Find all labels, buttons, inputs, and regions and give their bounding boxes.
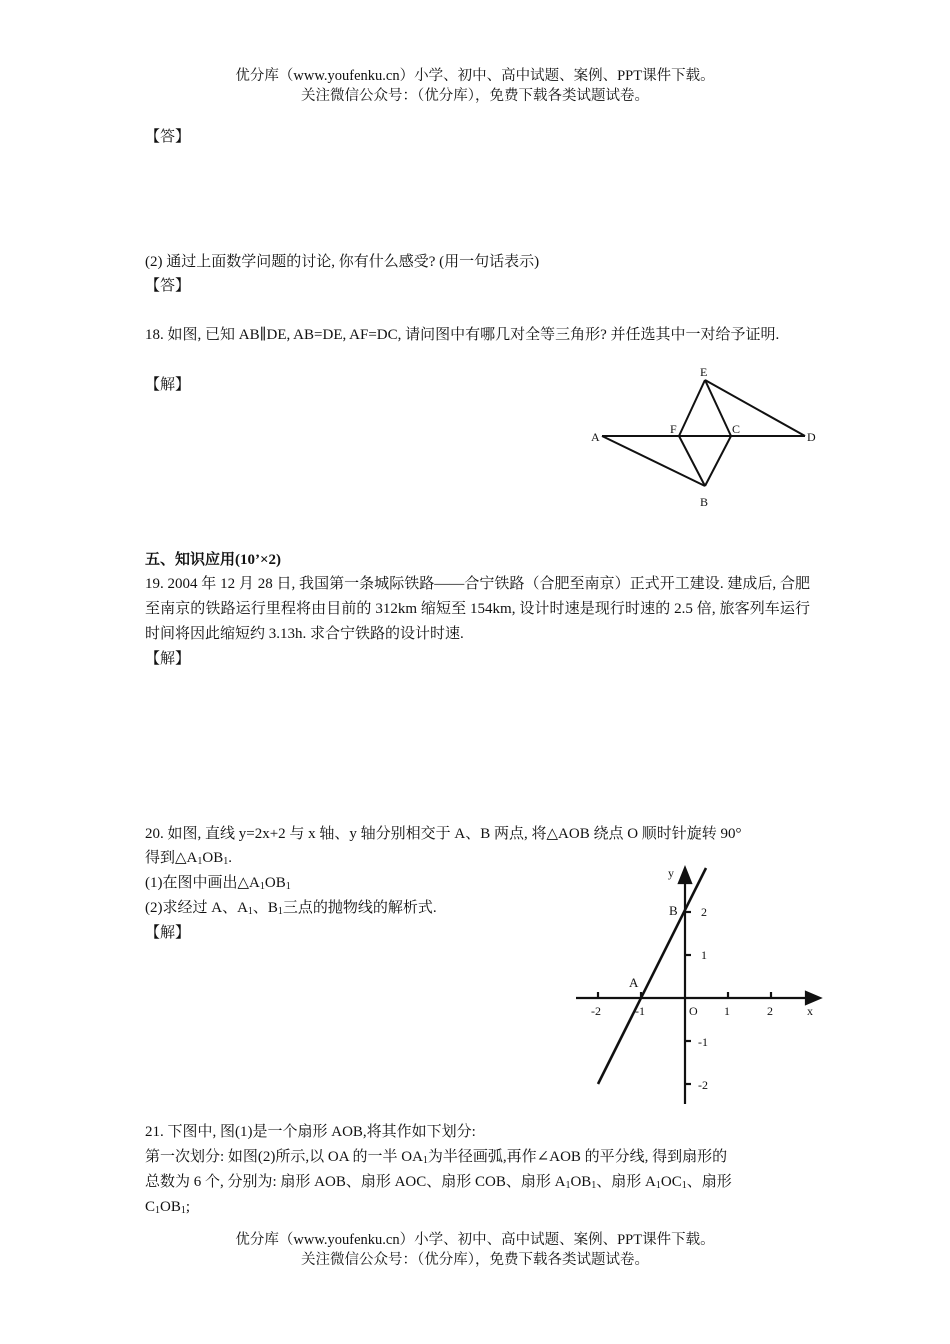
y-tick-label: 1 — [701, 948, 707, 962]
q20-part2: (2)求经过 A、$A_1$、$B_1$三点的抛物线的解析式. — [145, 900, 437, 917]
line-CB — [705, 436, 731, 486]
point-B-label: B — [669, 903, 678, 918]
solution-label: 【解】 — [145, 377, 191, 393]
point-A-label: A — [629, 975, 639, 990]
solution-label: 【解】 — [145, 925, 191, 941]
line-ED — [705, 380, 805, 436]
label-D: D — [807, 430, 816, 444]
x-tick-label: 1 — [724, 1004, 730, 1018]
y-tick-label: 2 — [701, 905, 707, 919]
x-tick-label: -2 — [591, 1004, 601, 1018]
footer-line-1: 优分库（www.youfenku.cn）小学、初中、高中试题、案例、PPT课件下载。 — [235, 1232, 715, 1248]
q21-line3: 总数为 6 个, 分别为: 扇形 AOB、扇形 AOC、扇形 COB、扇形 $A_1OB_1$、扇形 $A_1OC_1$、扇形 — [145, 1174, 732, 1191]
label-B: B — [700, 495, 709, 509]
q19-text: 19. 2004 年 12 月 28 日, 我国第一条城际铁路——合宁铁路（合肥至南京）正式开工建设. 建成后, 合肥至南京的铁路运行里程将由目前的 312km 缩短至 154km, 设计时速是现行时速的 2.5 倍, 旅客列车运行时间将因此缩短约 3.13h. 求合宁铁路的设计时速. — [145, 576, 810, 642]
answer-label: 【答】 — [145, 129, 191, 145]
label-C: C — [732, 422, 741, 436]
q20-line2: 得到$\triangle A_1OB_1$. — [145, 850, 232, 867]
y-tick-label: -1 — [698, 1035, 708, 1049]
x-axis-label: x — [807, 1004, 813, 1018]
q20-line1: 20. 如图, 直线 y=2x+2 与 x 轴、y 轴分别相交于 A、B 两点, 将△AOB 绕点 O 顺时针旋转 90° — [145, 826, 742, 842]
q17-part2: (2) 通过上面数学问题的讨论, 你有什么感受? (用一句话表示) — [145, 254, 540, 270]
footer-line-2: 关注微信公众号：（优分库），免费下载各类试题试卷。 — [301, 1252, 649, 1268]
solution-label: 【解】 — [145, 651, 191, 667]
y-tick-label: -2 — [698, 1078, 708, 1092]
line-AB — [602, 436, 705, 486]
q20-part1: (1)在图中画出$\triangle A_1OB_1$ — [145, 875, 291, 892]
x-axis-arrow-icon — [806, 992, 820, 1004]
x-tick-label: 2 — [767, 1004, 773, 1018]
q21-line1: 21. 下图中, 图(1)是一个扇形 AOB,将其作如下划分: — [145, 1124, 476, 1140]
q21-line2: 第一次划分: 如图(2)所示,以 OA 的一半 $OA_1$为半径画弧,再作∠AOB 的平分线, 得到扇形的 — [145, 1149, 728, 1166]
q21-line4: $C_1OB_1$; — [145, 1199, 191, 1216]
q20-graph — [568, 858, 830, 1110]
line-EF — [679, 380, 705, 436]
label-E: E — [700, 365, 708, 379]
x-tick-label: -1 — [635, 1004, 645, 1018]
line-y-2x-plus-2 — [598, 868, 706, 1084]
section-title: 五、知识应用(10’×2) — [145, 552, 282, 568]
label-A: A — [591, 430, 600, 444]
origin-label: O — [689, 1004, 698, 1018]
answer-label: 【答】 — [145, 278, 191, 294]
label-F: F — [670, 422, 677, 436]
header-line-1: 优分库（www.youfenku.cn）小学、初中、高中试题、案例、PPT课件下载。 — [235, 68, 715, 84]
line-FB — [679, 436, 705, 486]
y-axis-arrow-icon — [679, 868, 691, 883]
q18-figure — [585, 360, 825, 512]
header-line-2: 关注微信公众号：（优分库），免费下载各类试题试卷。 — [301, 88, 649, 104]
y-axis-label: y — [668, 866, 674, 880]
q18-text: 18. 如图, 已知 AB∥DE, AB=DE, AF=DC, 请问图中有哪几对全等三角形? 并任选其中一对给予证明. — [145, 327, 780, 343]
